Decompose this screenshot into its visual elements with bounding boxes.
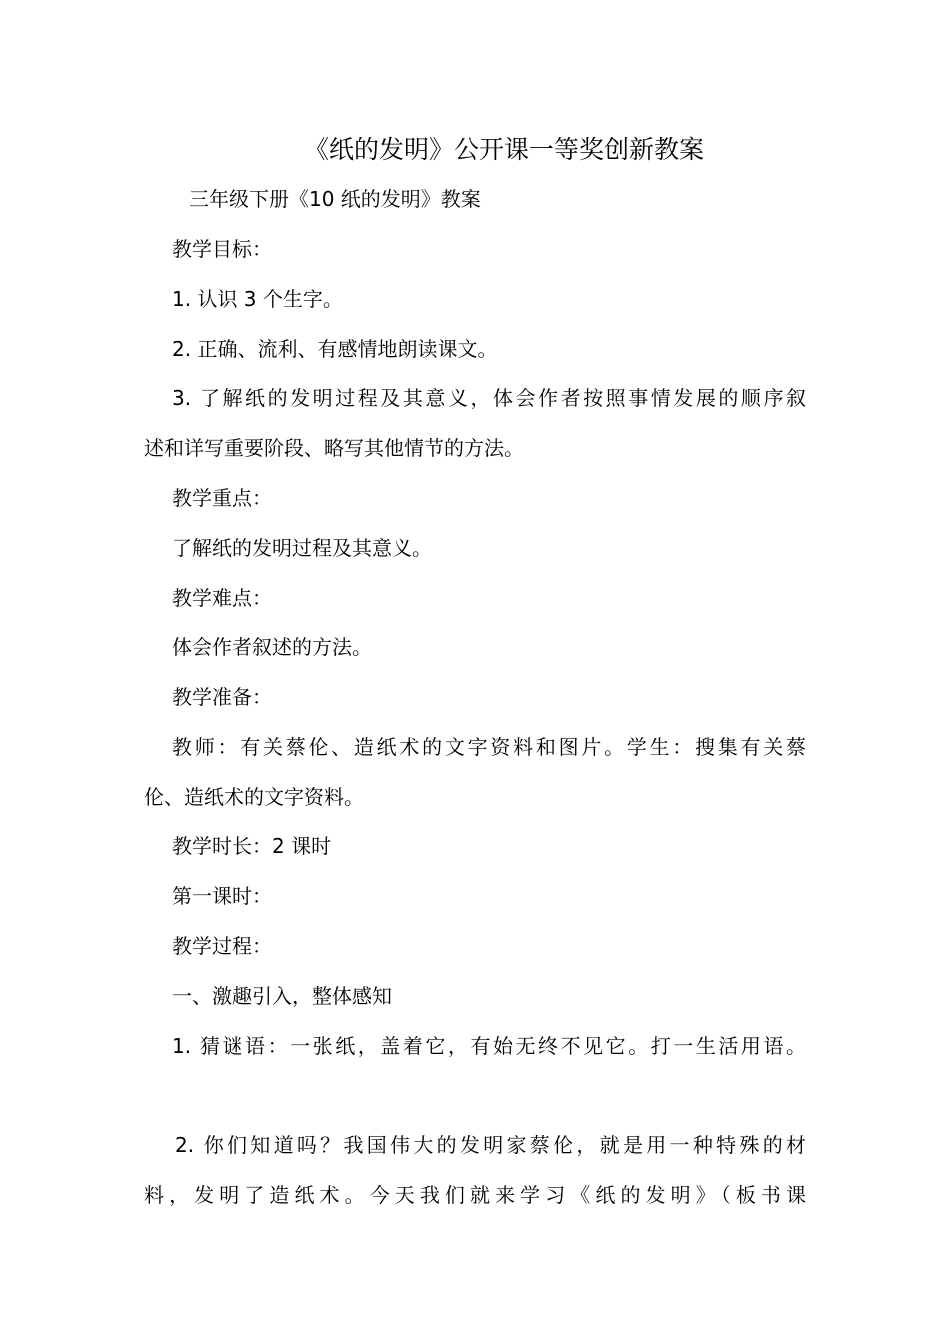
paragraph-item-2-line-1: 2. 你们知道吗？我国伟大的发明家蔡伦，就是用一种特殊的材 (175, 1133, 806, 1157)
paragraph-item-2-line-2: 料，发明了造纸术。今天我们就来学习《纸的发明》（板书课 (144, 1183, 806, 1207)
heading-teaching-goals: 教学目标： (172, 237, 272, 261)
document-title: 《纸的发明》公开课一等奖创新教案 (303, 135, 704, 164)
preparation-text-line-2: 伦、造纸术的文字资料。 (144, 785, 364, 809)
heading-first-lesson: 第一课时： (172, 884, 272, 908)
goal-item-3-line-2: 述和详写重要阶段、略写其他情节的方法。 (144, 436, 524, 460)
key-points-text: 了解纸的发明过程及其意义。 (172, 536, 432, 560)
section-one-heading: 一、激趣引入，整体感知 (172, 984, 392, 1008)
document-subtitle: 三年级下册《10 纸的发明》教案 (189, 187, 481, 211)
goal-item-1: 1. 认识 3 个生字。 (172, 287, 343, 311)
lesson-duration: 教学时长：2 课时 (172, 834, 332, 858)
goal-item-2: 2. 正确、流利、有感情地朗读课文。 (172, 337, 498, 361)
heading-key-points: 教学重点： (172, 486, 272, 510)
preparation-text-line-1: 教师：有关蔡伦、造纸术的文字资料和图片。学生：搜集有关蔡 (172, 735, 806, 759)
heading-teaching-process: 教学过程： (172, 934, 272, 958)
riddle-item: 1. 猜谜语：一张纸，盖着它，有始无终不见它。打一生活用语。 (172, 1034, 806, 1058)
difficulties-text: 体会作者叙述的方法。 (172, 635, 372, 659)
heading-preparation: 教学准备： (172, 685, 272, 709)
goal-item-3-line-1: 3. 了解纸的发明过程及其意义，体会作者按照事情发展的顺序叙 (172, 386, 806, 410)
heading-difficulties: 教学难点： (172, 586, 272, 610)
